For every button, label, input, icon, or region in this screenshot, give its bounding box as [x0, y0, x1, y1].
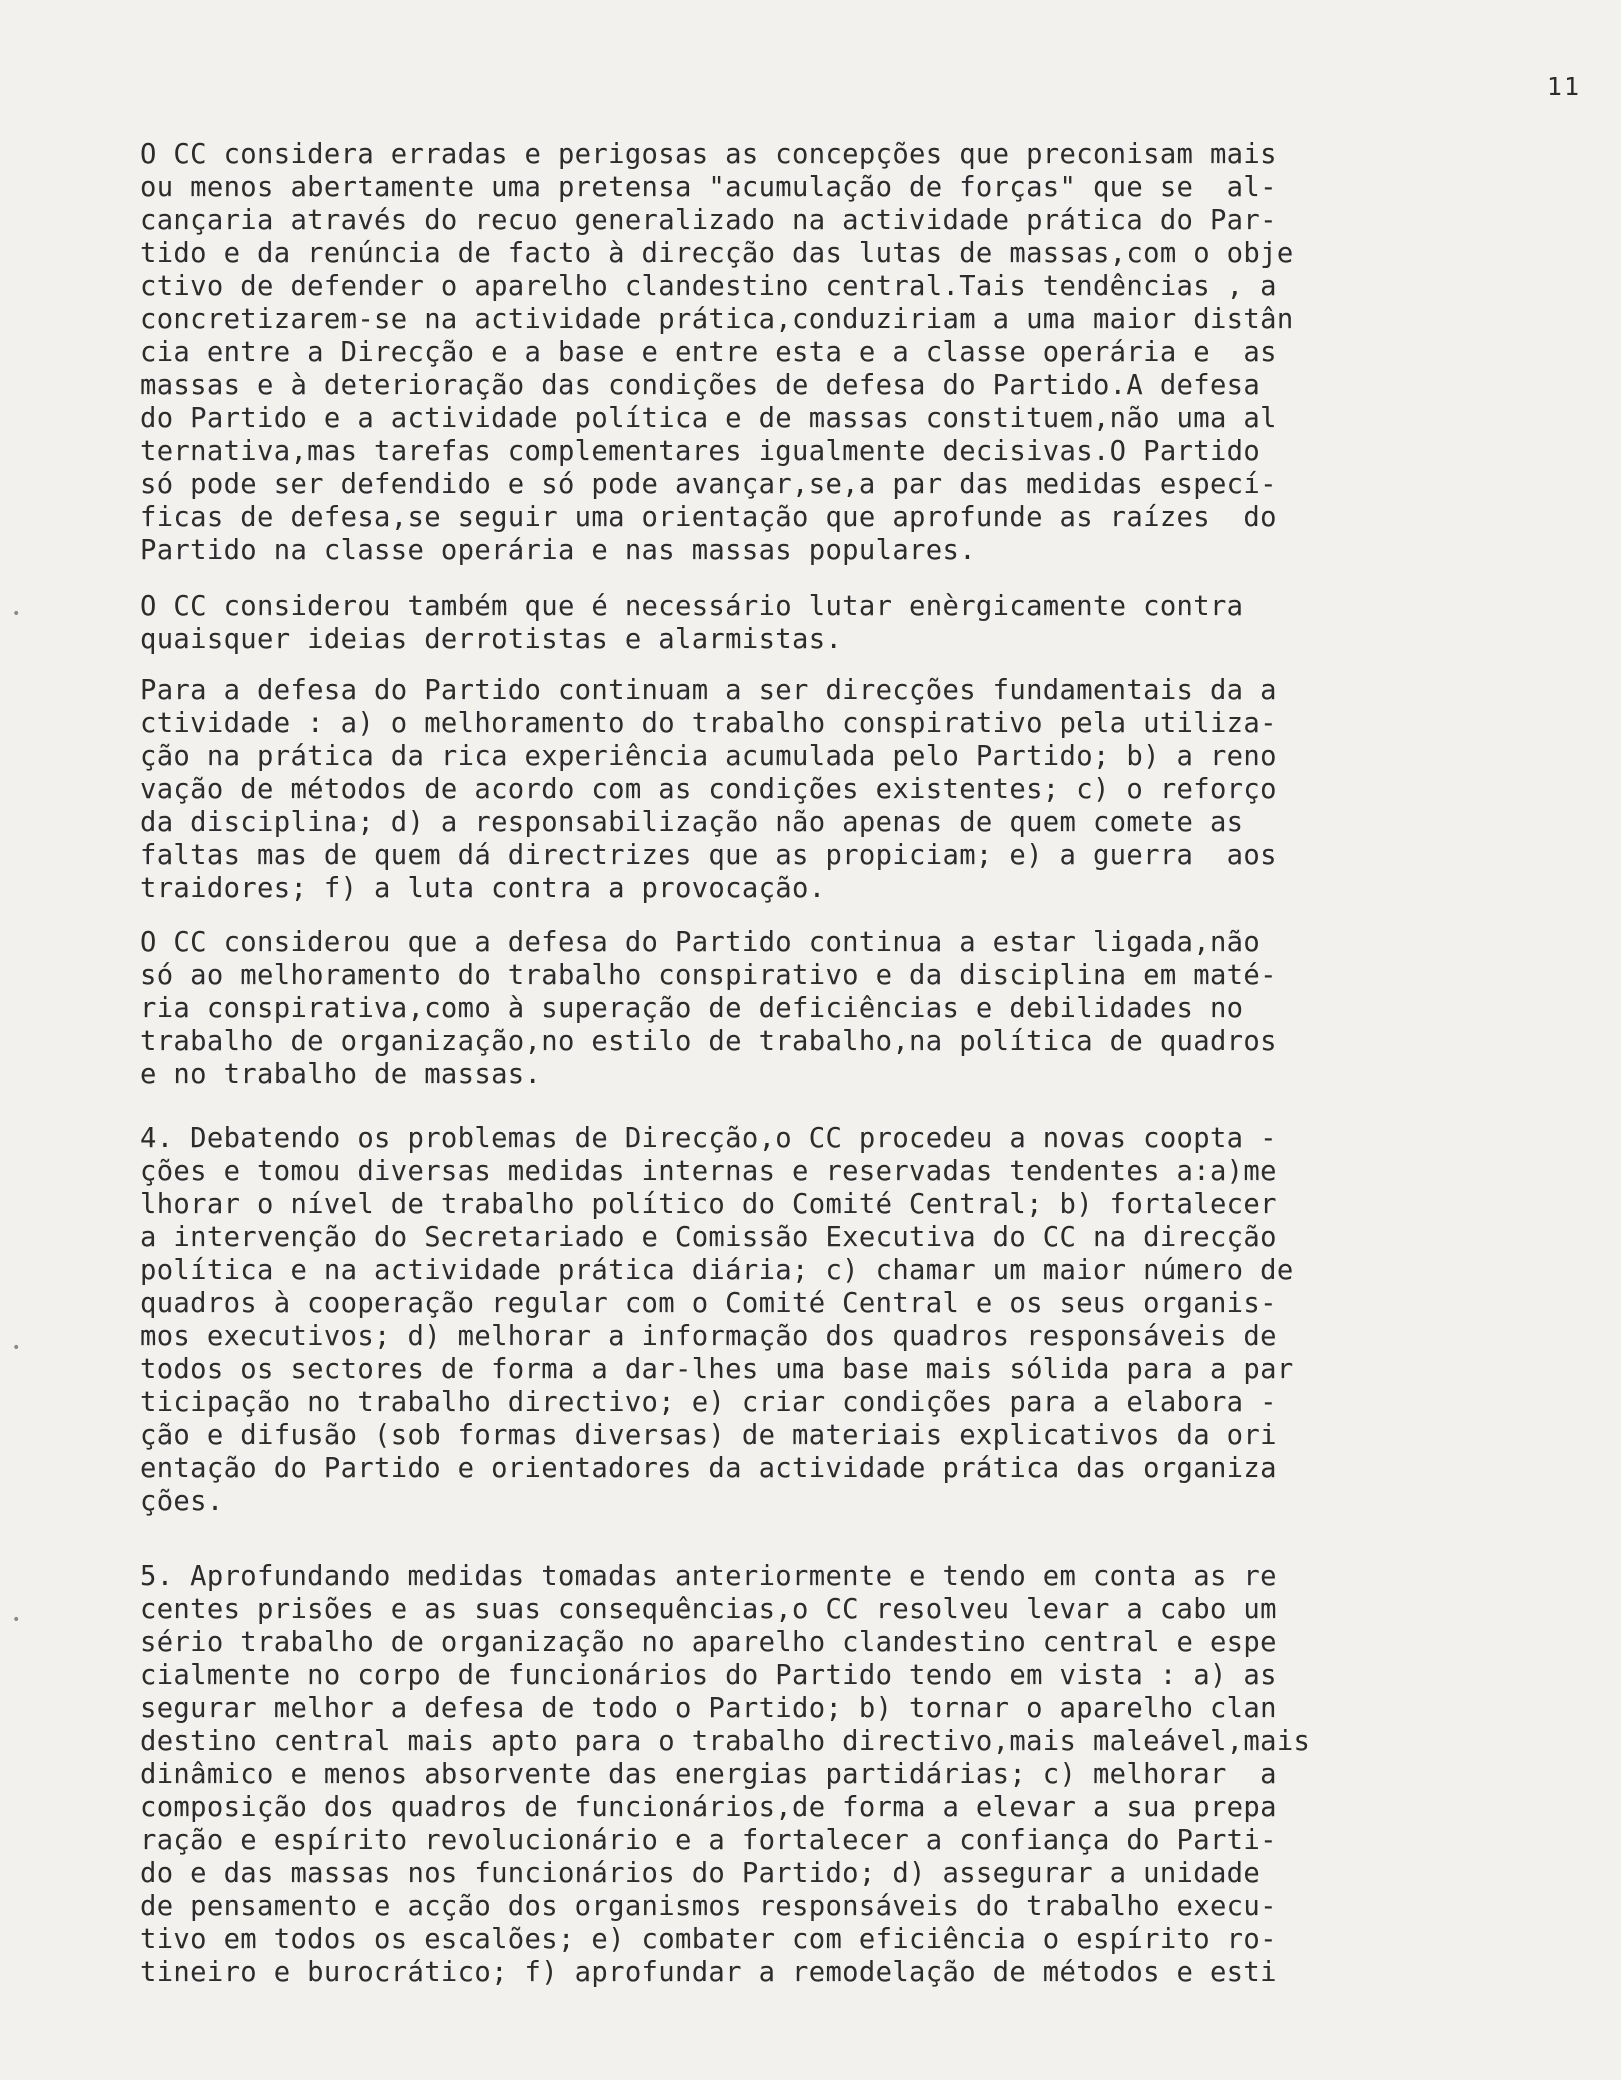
text-line: ções e tomou diversas medidas internas e reservadas tendentes a:a)me — [140, 1156, 1277, 1187]
text-line: ticipação no trabalho directivo; e) criar condições para a elabora - — [140, 1387, 1277, 1418]
text-line: ria conspirativa,como à superação de deficiências e debilidades no — [140, 993, 1244, 1024]
text-line: da disciplina; d) a responsabilização não apenas de quem comete as — [140, 807, 1244, 838]
text-line: ficas de defesa,se seguir uma orientação que aprofunde as raízes do — [140, 502, 1277, 533]
text-line: 4. Debatendo os problemas de Direcção,o CC procedeu a novas coopta - — [140, 1123, 1277, 1154]
text-line: 5. Aprofundando medidas tomadas anteriormente e tendo em conta as re — [140, 1561, 1277, 1592]
paragraph-1 — [140, 138, 1530, 567]
text-line: dinâmico e menos absorvente das energias partidárias; c) melhorar a — [140, 1759, 1277, 1790]
text-line: cia entre a Direcção e a base e entre esta e a classe operária e as — [140, 337, 1277, 368]
page-number: 11 — [1546, 72, 1581, 101]
text-line: Partido na classe operária e nas massas populares. — [140, 535, 976, 566]
text-line: quadros à cooperação regular com o Comité Central e os seus organis- — [140, 1288, 1277, 1319]
text-line: ção na prática da rica experiência acumulada pelo Partido; b) a reno — [140, 741, 1277, 772]
text-line: quaisquer ideias derrotistas e alarmistas. — [140, 624, 843, 655]
text-line: tivo em todos os escalões; e) combater com eficiência o espírito ro- — [140, 1924, 1277, 1955]
text-line: massas e à deterioração das condições de defesa do Partido.A defesa — [140, 370, 1261, 401]
text-line: entação do Partido e orientadores da actividade prática das organiza — [140, 1453, 1277, 1484]
punch-mark-1: • — [12, 606, 21, 622]
text-line: destino central mais apto para o trabalho directivo,mais maleável,mais — [140, 1726, 1311, 1757]
text-line: lhorar o nível de trabalho político do Comité Central; b) fortalecer — [140, 1189, 1277, 1220]
text-line: tido e da renúncia de facto à direcção das lutas de massas,com o obje — [140, 238, 1294, 269]
text-line: O CC considera erradas e perigosas as concepções que preconisam mais — [140, 139, 1277, 170]
text-line: e no trabalho de massas. — [140, 1059, 542, 1090]
text-line: composição dos quadros de funcionários,de forma a elevar a sua prepa — [140, 1792, 1277, 1823]
text-line: ção e difusão (sob formas diversas) de materiais explicativos da ori — [140, 1420, 1277, 1451]
text-line: a intervenção do Secretariado e Comissão Executiva do CC na direcção — [140, 1222, 1277, 1253]
text-line: ções. — [140, 1486, 224, 1517]
text-line: ctividade : a) o melhoramento do trabalho conspirativo pela utiliza- — [140, 708, 1277, 739]
text-line: só ao melhoramento do trabalho conspirativo e da disciplina em maté- — [140, 960, 1277, 991]
paragraph-6 — [140, 1560, 1530, 1989]
text-line: ternativa,mas tarefas complementares igualmente decisivas.O Partido — [140, 436, 1261, 467]
punch-mark-3: • — [12, 1612, 21, 1628]
text-line: sério trabalho de organização no aparelho clandestino central e espe — [140, 1627, 1277, 1658]
paragraph-4 — [140, 926, 1530, 1091]
text-line: de pensamento e acção dos organismos responsáveis do trabalho execu- — [140, 1891, 1277, 1922]
text-line: traidores; f) a luta contra a provocação. — [140, 873, 826, 904]
text-line: O CC considerou também que é necessário lutar enèrgicamente contra — [140, 591, 1244, 622]
text-line: ctivo de defender o aparelho clandestino central.Tais tendências , a — [140, 271, 1277, 302]
text-line: do Partido e a actividade política e de massas constituem,não uma al — [140, 403, 1277, 434]
text-line: O CC considerou que a defesa do Partido continua a estar ligada,não — [140, 927, 1261, 958]
text-line: tineiro e burocrático; f) aprofundar a remodelação de métodos e esti — [140, 1957, 1277, 1988]
text-line: segurar melhor a defesa de todo o Partido; b) tornar o aparelho clan — [140, 1693, 1277, 1724]
text-line: ração e espírito revolucionário e a fortalecer a confiança do Parti- — [140, 1825, 1277, 1856]
text-line: Para a defesa do Partido continuam a ser direcções fundamentais da a — [140, 675, 1277, 706]
text-line: ou menos abertamente uma pretensa "acumulação de forças" que se al- — [140, 172, 1277, 203]
paragraph-3 — [140, 674, 1530, 905]
text-line: cialmente no corpo de funcionários do Partido tendo em vista : a) as — [140, 1660, 1277, 1691]
text-line: política e na actividade prática diária; c) chamar um maior número de — [140, 1255, 1294, 1286]
text-line: trabalho de organização,no estilo de trabalho,na política de quadros — [140, 1026, 1277, 1057]
text-line: do e das massas nos funcionários do Partido; d) assegurar a unidade — [140, 1858, 1261, 1889]
text-line: todos os sectores de forma a dar-lhes uma base mais sólida para a par — [140, 1354, 1294, 1385]
paragraph-5 — [140, 1122, 1530, 1518]
paragraph-2 — [140, 590, 1530, 656]
text-line: mos executivos; d) melhorar a informação dos quadros responsáveis de — [140, 1321, 1277, 1352]
text-line: faltas mas de quem dá directrizes que as propiciam; e) a guerra aos — [140, 840, 1277, 871]
punch-mark-2: • — [12, 1340, 21, 1356]
text-line: centes prisões e as suas consequências,o CC resolveu levar a cabo um — [140, 1594, 1277, 1625]
text-line: só pode ser defendido e só pode avançar,se,a par das medidas especí- — [140, 469, 1277, 500]
text-line: vação de métodos de acordo com as condições existentes; c) o reforço — [140, 774, 1277, 805]
text-line: concretizarem-se na actividade prática,conduziriam a uma maior distân — [140, 304, 1294, 335]
text-line: cançaria através do recuo generalizado na actividade prática do Par- — [140, 205, 1277, 236]
